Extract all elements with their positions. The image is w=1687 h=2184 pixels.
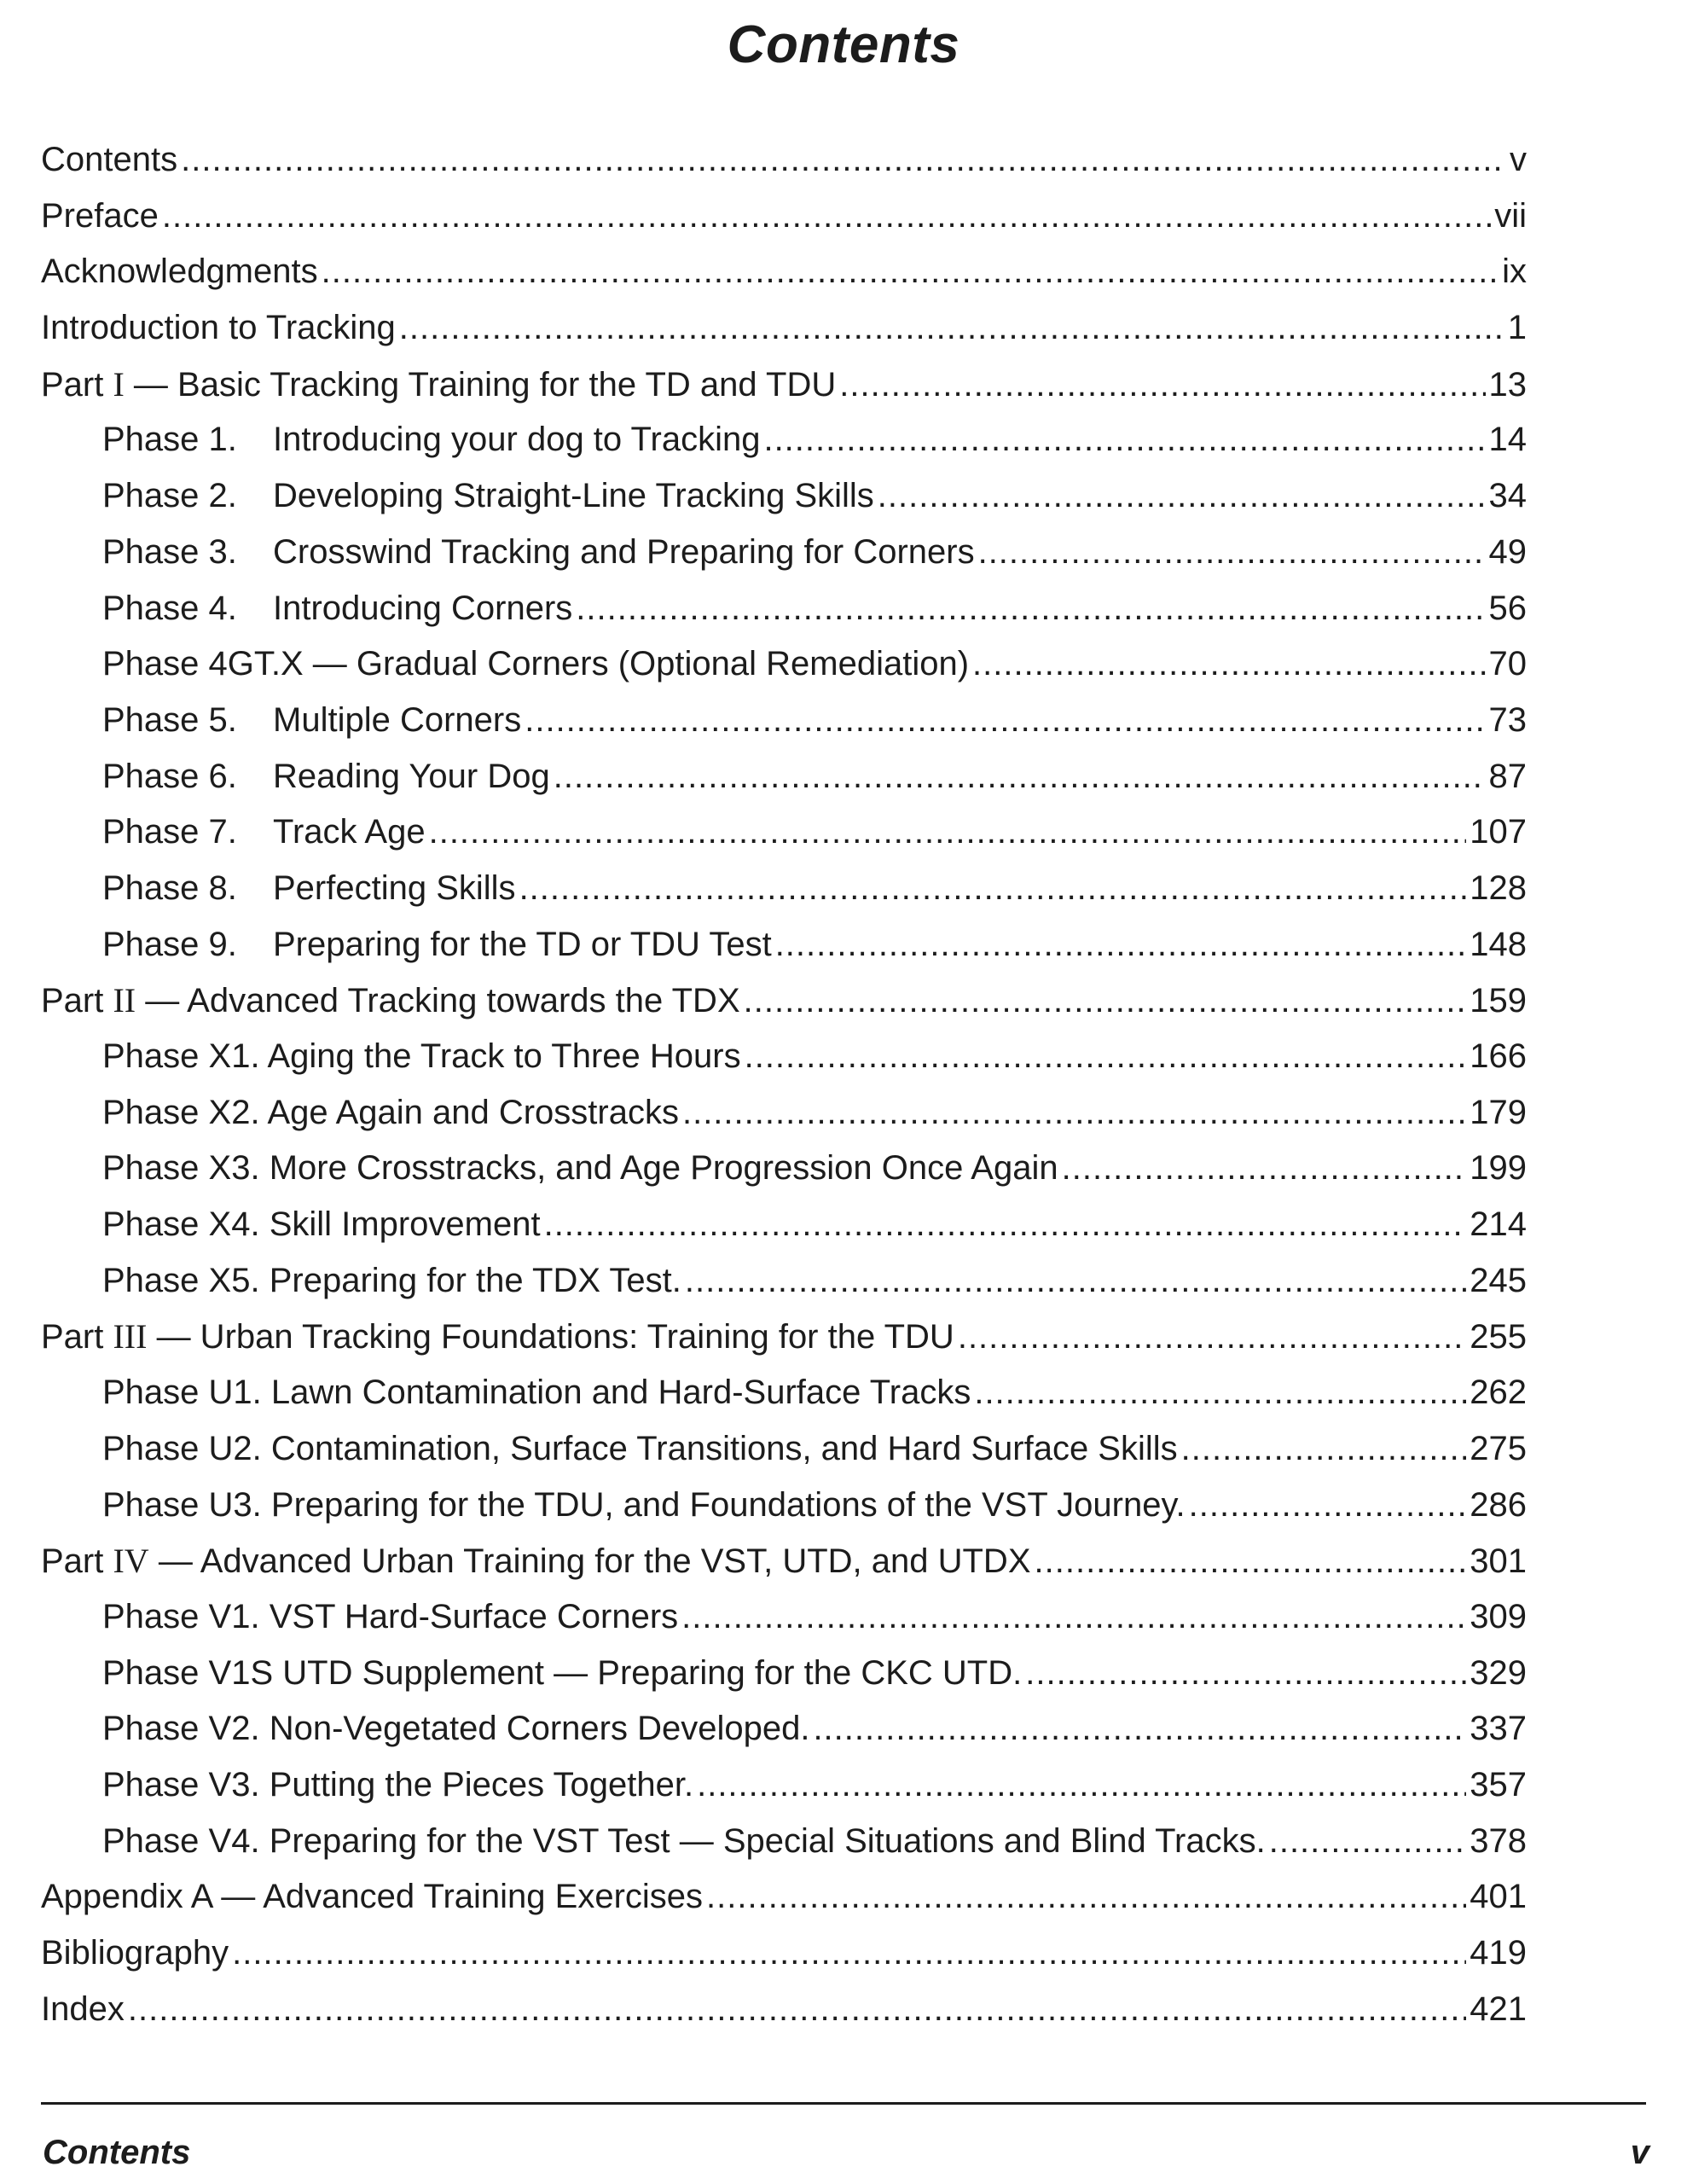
phase-label: Phase 9. [102,925,237,963]
toc-entry-introduction[interactable] [41,300,1527,357]
toc-entry-page: 14 [1488,421,1527,459]
part-title: — Urban Tracking Foundations: Training for the TDU [147,1318,954,1356]
toc-entry-title [102,917,772,973]
toc-entry-title [102,581,572,637]
part-title: — Basic Tracking Training for the TD and TDU [124,365,837,404]
toc-entry-page: 13 [1488,365,1527,404]
toc-entry-page: 378 [1470,1821,1527,1860]
toc-entry-title: Phase V1S UTD Supplement — Preparing for the CKC UTD. [102,1653,1023,1692]
dot-leader [685,1253,1466,1310]
phase-title: Putting the Pieces Together. [269,1765,694,1804]
phase-title: Preparing for the VST Test — Special Situations and Blind Tracks. [269,1821,1266,1860]
dot-leader [1181,1421,1467,1478]
toc-entry-phase-4gtx[interactable] [41,636,1527,693]
phase-title: Aging the Track to Three Hours [267,1037,741,1075]
dot-leader [1189,1478,1467,1534]
phase-title: Lawn Contamination and Hard-Surface Tracks [270,1374,971,1412]
phase-label: Phase U2. [102,1429,262,1467]
toc-entry-title [102,693,521,749]
dot-leader [974,1365,1466,1421]
phase-label: Phase 3. [102,532,237,571]
toc-entry-page: 309 [1470,1597,1527,1635]
toc-entry-phase-x3[interactable] [41,1141,1527,1197]
dot-leader [544,1197,1467,1253]
phase-label: Phase 1. [102,421,237,459]
toc-entry-page: 419 [1470,1934,1527,1972]
footer-section-title: Contents [43,2134,191,2171]
toc-entry-phase-1[interactable] [41,412,1527,468]
dot-leader [744,973,1467,1030]
footer-rule [41,2102,1646,2105]
toc-entry-title [102,1085,679,1141]
toc-entry-index[interactable] [41,1982,1527,2038]
dot-leader [1269,1814,1467,1870]
dot-leader [813,1701,1466,1757]
toc-entry-page: 337 [1470,1710,1527,1748]
toc-entry-title: Index [41,1989,125,2028]
toc-entry-title [102,1478,1186,1534]
dot-leader [958,1310,1466,1366]
dot-leader [697,1757,1466,1814]
toc-entry-title [102,525,975,581]
table-of-contents [41,132,1527,2037]
phase-label: Phase X1. [102,1037,260,1075]
part-word: Part [41,982,104,1020]
dot-leader [1062,1141,1467,1197]
phase-label: Phase X2. [102,1093,260,1131]
phase-title: Contamination, Surface Transitions, and Hard Surface Skills [270,1429,1178,1467]
part-title: — Advanced Urban Training for the VST, UTD, and UTDX [148,1542,1031,1581]
toc-entry-part-4[interactable] [41,1533,1527,1589]
toc-entry-page: 286 [1470,1485,1527,1524]
toc-entry-title [102,749,550,805]
toc-entry-title [102,1421,1178,1478]
toc-entry-page: 245 [1470,1261,1527,1299]
phase-label: Phase 7. [102,813,237,851]
toc-entry-phase-x4[interactable] [41,1197,1527,1253]
toc-entry-phase-v4[interactable] [41,1814,1527,1870]
phase-title: Multiple Corners [273,700,522,739]
toc-entry-page: 262 [1470,1374,1527,1412]
toc-entry-part-1[interactable] [41,357,1527,413]
toc-entry-page: ix [1502,253,1527,291]
phase-title: Preparing for the TDU, and Foundations of the VST Journey. [270,1485,1186,1524]
toc-entry-phase-v1s[interactable] [41,1646,1527,1702]
phase-title: Introducing Corners [273,589,573,627]
phase-title: Perfecting Skills [273,868,516,907]
phase-title: Age Again and Crosstracks [267,1093,679,1131]
phase-label: Phase V4. [102,1821,260,1860]
part-numeral: I [113,364,125,404]
toc-entry-phase-6[interactable] [41,749,1527,805]
phase-title: Preparing for the TDX Test. [269,1261,681,1299]
dot-leader [706,1869,1466,1926]
toc-entry-page: 329 [1470,1653,1527,1692]
toc-entry-page: vii [1494,196,1527,235]
toc-entry-title: Phase 4GT.X — Gradual Corners (Optional Remediation) [102,645,970,683]
phase-label: Phase V2. [102,1710,260,1748]
toc-entry-page: v [1510,141,1527,178]
toc-entry-phase-7[interactable] [41,804,1527,861]
toc-entry-appendix-a[interactable] [41,1869,1527,1926]
toc-entry-page: 148 [1470,925,1527,963]
phase-label: Phase V3. [102,1765,260,1804]
toc-entry-title: Bibliography [41,1934,229,1972]
toc-entry-title [102,1814,1266,1870]
toc-entry-title [102,1029,741,1085]
toc-entry-page: 214 [1470,1205,1527,1244]
phase-label: Phase X3. [102,1149,260,1188]
toc-entry-page: 70 [1488,645,1527,683]
dot-leader [429,804,1467,861]
dot-leader [232,1926,1466,1982]
phase-label: Phase U3. [102,1485,262,1524]
dot-leader [775,917,1467,973]
phase-title: Reading Your Dog [273,757,550,795]
dot-leader [745,1029,1467,1085]
phase-title: Skill Improvement [269,1205,541,1244]
phase-title: VST Hard-Surface Corners [269,1597,679,1635]
toc-entry-title: Contents [41,141,178,178]
part-numeral: III [113,1317,148,1356]
dot-leader [322,244,1499,300]
part-word: Part [41,1318,104,1356]
part-word: Part [41,365,104,404]
phase-label: Phase V1. [102,1597,260,1635]
toc-entry-title [41,1533,1031,1590]
toc-entry-title [102,804,426,861]
toc-entry-title [41,973,740,1030]
toc-entry-phase-x2[interactable] [41,1085,1527,1141]
toc-entry-page: 1 [1507,309,1527,347]
dot-leader [682,1085,1466,1141]
toc-entry-phase-x5[interactable] [41,1253,1527,1310]
dot-leader [972,636,1485,693]
phase-label: Phase X5. [102,1261,260,1299]
toc-entry-title [102,861,516,917]
toc-entry-title [102,1701,809,1757]
toc-entry-page: 421 [1470,1989,1527,2028]
dot-leader [399,300,1504,357]
dot-leader [878,468,1486,525]
toc-entry-page: 49 [1488,532,1527,571]
part-title: — Advanced Tracking towards the TDX [136,982,740,1020]
toc-entry-page: 166 [1470,1037,1527,1075]
toc-entry-title: Appendix A — Advanced Training Exercises [41,1878,704,1916]
phase-label: Phase 4. [102,589,237,627]
toc-entry-contents[interactable] [41,132,1527,189]
toc-entry-page: 159 [1470,982,1527,1020]
toc-entry-page: 357 [1470,1765,1527,1804]
toc-entry-phase-5[interactable] [41,693,1527,749]
toc-entry-phase-u2[interactable] [41,1421,1527,1478]
dot-leader [554,749,1486,805]
toc-entry-page: 301 [1470,1542,1527,1581]
dot-leader [525,693,1485,749]
toc-entry-title: Preface [41,196,159,235]
toc-entry-phase-4[interactable] [41,581,1527,637]
dot-leader [576,581,1485,637]
toc-entry-page: 56 [1488,589,1527,627]
dot-leader [839,357,1485,414]
dot-leader [681,1589,1466,1646]
dot-leader [519,861,1467,917]
toc-entry-phase-9[interactable] [41,917,1527,973]
toc-entry-part-3[interactable] [41,1309,1527,1365]
toc-entry-title: Introduction to Tracking [41,309,396,347]
toc-entry-phase-2[interactable] [41,468,1527,525]
toc-entry-page: 128 [1470,868,1527,907]
phase-label: Phase X4. [102,1205,260,1244]
toc-entry-bibliography[interactable] [41,1926,1527,1982]
toc-entry-title [41,1309,954,1366]
toc-entry-page: 107 [1470,813,1527,851]
phase-title: Developing Straight-Line Tracking Skills [273,477,874,515]
toc-entry-title [102,1141,1058,1197]
dot-leader [978,525,1486,581]
dot-leader [1035,1534,1467,1590]
toc-entry-page: 401 [1470,1878,1527,1916]
toc-entry-phase-v2[interactable] [41,1701,1527,1757]
phase-label: Phase 5. [102,700,237,739]
toc-entry-phase-v3[interactable] [41,1757,1527,1814]
phase-label: Phase 6. [102,757,237,795]
toc-entry-page: 255 [1470,1318,1527,1356]
footer-page-number: v [1630,2134,1649,2171]
toc-entry-title [102,1589,678,1646]
phase-title: Non-Vegetated Corners Developed. [269,1710,810,1748]
toc-entry-phase-v1[interactable] [41,1589,1527,1646]
phase-title: More Crosstracks, and Age Progression Once Again [269,1149,1058,1188]
dot-leader [128,1982,1466,2038]
part-word: Part [41,1542,104,1581]
phase-title: Introducing your dog to Tracking [273,421,761,459]
toc-entry-page: 73 [1488,700,1527,739]
phase-title: Preparing for the TD or TDU Test [273,925,772,963]
phase-title: Crosswind Tracking and Preparing for Corners [273,532,975,571]
phase-title: Track Age [273,813,426,851]
toc-entry-title [102,1197,541,1253]
toc-entry-page: 199 [1470,1149,1527,1188]
part-numeral: II [113,981,136,1020]
toc-entry-page: 34 [1488,477,1527,515]
toc-entry-title [102,1757,693,1814]
toc-entry-preface[interactable] [41,189,1527,245]
phase-label: Phase 2. [102,477,237,515]
dot-leader [162,189,1491,245]
toc-entry-page: 275 [1470,1429,1527,1467]
toc-entry-title: Acknowledgments [41,253,318,291]
toc-entry-part-2[interactable] [41,973,1527,1029]
toc-entry-title [102,1365,971,1421]
toc-entry-phase-u3[interactable] [41,1478,1527,1534]
part-numeral: IV [113,1542,149,1581]
toc-entry-title [102,468,874,525]
page-title: Contents [727,15,960,74]
dot-leader [1025,1646,1466,1702]
toc-entry-phase-u1[interactable] [41,1365,1527,1421]
phase-label: Phase U1. [102,1374,262,1412]
phase-label: Phase 8. [102,868,237,907]
toc-entry-phase-x1[interactable] [41,1029,1527,1085]
toc-entry-page: 179 [1470,1093,1527,1131]
dot-leader [763,412,1485,468]
toc-entry-acknowledgments[interactable] [41,244,1527,300]
toc-entry-phase-3[interactable] [41,525,1527,581]
toc-entry-title [102,412,760,468]
toc-entry-title [41,357,836,414]
dot-leader [181,132,1506,189]
toc-entry-phase-8[interactable] [41,861,1527,917]
toc-entry-title [102,1253,681,1310]
toc-entry-page: 87 [1488,757,1527,795]
